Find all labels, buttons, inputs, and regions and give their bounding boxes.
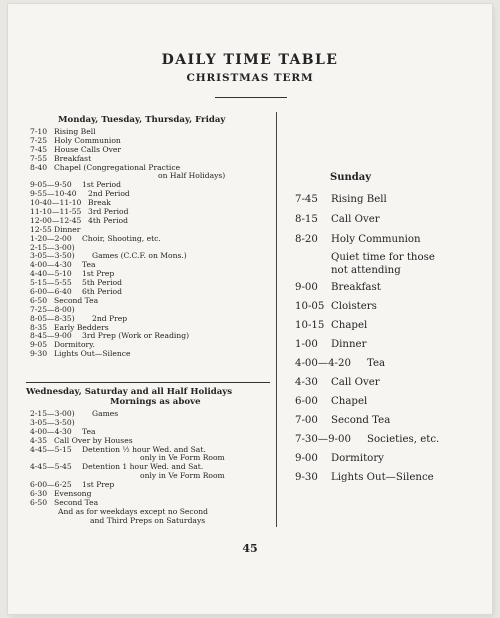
row-description: Tea	[82, 260, 96, 270]
row-time: 8-45—9-00	[30, 331, 72, 341]
row-description: Evensong	[54, 489, 92, 499]
row-time: 5-15—5-55	[30, 278, 72, 288]
row-time: 10-05	[295, 301, 325, 312]
row-time: 7-45	[30, 144, 48, 154]
row-description: Break	[88, 198, 111, 208]
row-time: 4-35	[30, 435, 48, 445]
row-time: 7-45	[295, 194, 318, 205]
schedule-row	[30, 350, 270, 359]
row-description: and Third Preps on Saturdays	[90, 515, 206, 525]
row-time: 10-15	[295, 320, 325, 331]
row-description: Second Tea	[54, 295, 99, 305]
row-description: Tea	[367, 358, 386, 369]
row-description: Choir, Shooting, etc.	[82, 233, 161, 243]
row-description: 3rd Prep (Work or Reading)	[82, 331, 190, 341]
row-time: 12-00—12-45	[30, 215, 82, 225]
row-time: 7-55	[30, 153, 48, 163]
row-time: 7-25	[30, 135, 48, 145]
row-description: Breakfast	[54, 153, 92, 163]
row-time: 4-00—4-30	[30, 426, 72, 436]
row-time: 3-05—3-50)	[30, 417, 75, 427]
schedule-row	[30, 517, 274, 526]
page-subtitle: CHRISTMAS TERM	[186, 72, 314, 84]
row-description: only in Ve Form Room	[140, 471, 225, 481]
row-time: 7-25—8-00)	[30, 304, 75, 314]
row-description: Second Tea	[331, 415, 391, 426]
row-time: 4-00—4-20	[295, 358, 351, 369]
row-description: Second Tea	[54, 497, 99, 507]
row-description-continued: not attending	[331, 265, 401, 276]
row-description: Games	[92, 409, 119, 418]
row-time: 8-05—8-35)	[30, 313, 75, 323]
row-time: 6-30	[30, 489, 48, 499]
row-description: Rising Bell	[331, 194, 387, 205]
row-description: Societies, etc.	[367, 434, 440, 445]
row-time: 4-45—5-45	[30, 462, 72, 472]
row-time: 9-30	[295, 472, 318, 483]
row-description: 5th Period	[82, 278, 122, 288]
row-description: Chapel	[331, 320, 368, 331]
row-description: Call Over by Houses	[54, 435, 133, 445]
row-description: Dinner	[54, 224, 81, 234]
row-description: 1st Prep	[82, 480, 115, 490]
row-description: Games (C.C.F. on Mons.)	[92, 251, 187, 261]
row-description: Dinner	[331, 339, 367, 350]
row-description: 2nd Prep	[92, 313, 128, 323]
row-description: Call Over	[331, 214, 380, 225]
sunday-heading: Sunday	[330, 172, 372, 183]
row-time: 7-30—9-00	[295, 434, 351, 445]
row-time: 9-00	[295, 282, 318, 293]
row-time: 9-55—10-40	[30, 189, 77, 199]
row-time: 4-40—5-10	[30, 269, 72, 279]
title-rule	[215, 97, 287, 98]
row-time: 8-40	[30, 162, 48, 172]
page-title: DAILY TIME TABLE	[161, 52, 339, 68]
row-time: 7-00	[295, 415, 318, 426]
row-description: on Half Holidays)	[158, 171, 226, 181]
page-number: 45	[242, 542, 258, 555]
row-description: Lights Out—Silence	[54, 349, 131, 359]
row-description: Detention ½ hour Wed. and Sat.	[82, 444, 206, 454]
halfholiday-subheading: Mornings as above	[110, 397, 201, 407]
row-description: Dormitory.	[54, 340, 95, 350]
row-time: 3-05—3-50)	[30, 251, 75, 261]
row-time: 12-55	[30, 224, 52, 234]
row-description: Dormitory	[331, 453, 384, 464]
row-description: Quiet time for those	[331, 252, 435, 263]
row-description: Chapel (Congregational Practice	[54, 162, 181, 172]
halfholiday-schedule	[30, 410, 274, 526]
row-time: 1-00	[295, 339, 318, 350]
row-description: 1st Period	[82, 180, 121, 190]
row-description: 2nd Period	[88, 189, 130, 199]
row-time: 2-15—3-00)	[30, 409, 75, 418]
row-time: 6-50	[30, 295, 48, 305]
row-time: 4-45—5-15	[30, 444, 72, 454]
column-divider	[276, 112, 277, 527]
row-time: 10-40—11-10	[30, 198, 82, 208]
schedule-row	[30, 164, 270, 173]
row-description: Chapel	[331, 396, 368, 407]
row-description: Holy Communion	[54, 135, 121, 145]
row-description: Breakfast	[331, 282, 381, 293]
row-time: 4-00—4-30	[30, 260, 72, 270]
section-rule	[26, 382, 270, 383]
row-description: Tea	[82, 426, 96, 436]
row-description: 1st Prep	[82, 269, 115, 279]
row-description: Rising Bell	[54, 127, 96, 136]
row-description: Holy Communion	[331, 234, 421, 245]
row-description: Lights Out—Silence	[331, 472, 434, 483]
row-time: 9-05	[30, 340, 48, 350]
row-time: 9-05—9-50	[30, 180, 72, 190]
weekday-schedule	[30, 128, 270, 359]
row-time: 7-10	[30, 127, 48, 136]
row-time: 6-50	[30, 497, 48, 507]
row-time: 6-00—6-25	[30, 480, 72, 490]
row-description: And as for weekdays except no Second	[58, 506, 208, 516]
row-time: 9-00	[295, 453, 318, 464]
row-time: 8-20	[295, 234, 318, 245]
row-time: 6-00—6-40	[30, 287, 72, 297]
halfholiday-heading: Wednesday, Saturday and all Half Holidays	[26, 387, 233, 397]
row-description: Detention 1 hour Wed. and Sat.	[82, 462, 204, 472]
row-description: 4th Period	[88, 215, 128, 225]
row-description: 3rd Period	[88, 207, 129, 217]
row-description: Call Over	[331, 377, 380, 388]
row-description: Cloisters	[331, 301, 377, 312]
row-time: 9-30	[30, 349, 48, 359]
row-time: 11-10—11-55	[30, 207, 82, 217]
row-time: 2-15—3-00)	[30, 242, 75, 252]
row-time: 8-35	[30, 322, 48, 332]
row-description: only in Ve Form Room	[140, 453, 225, 463]
row-time: 1-20—2-00	[30, 233, 72, 243]
row-time: 4-30	[295, 377, 318, 388]
row-time: 8-15	[295, 214, 318, 225]
row-time: 6-00	[295, 396, 318, 407]
row-description: Early Bedders	[54, 322, 109, 332]
weekday-heading: Monday, Tuesday, Thursday, Friday	[58, 115, 226, 125]
row-description: 6th Period	[82, 287, 122, 297]
row-description: House Calls Over	[54, 144, 122, 154]
